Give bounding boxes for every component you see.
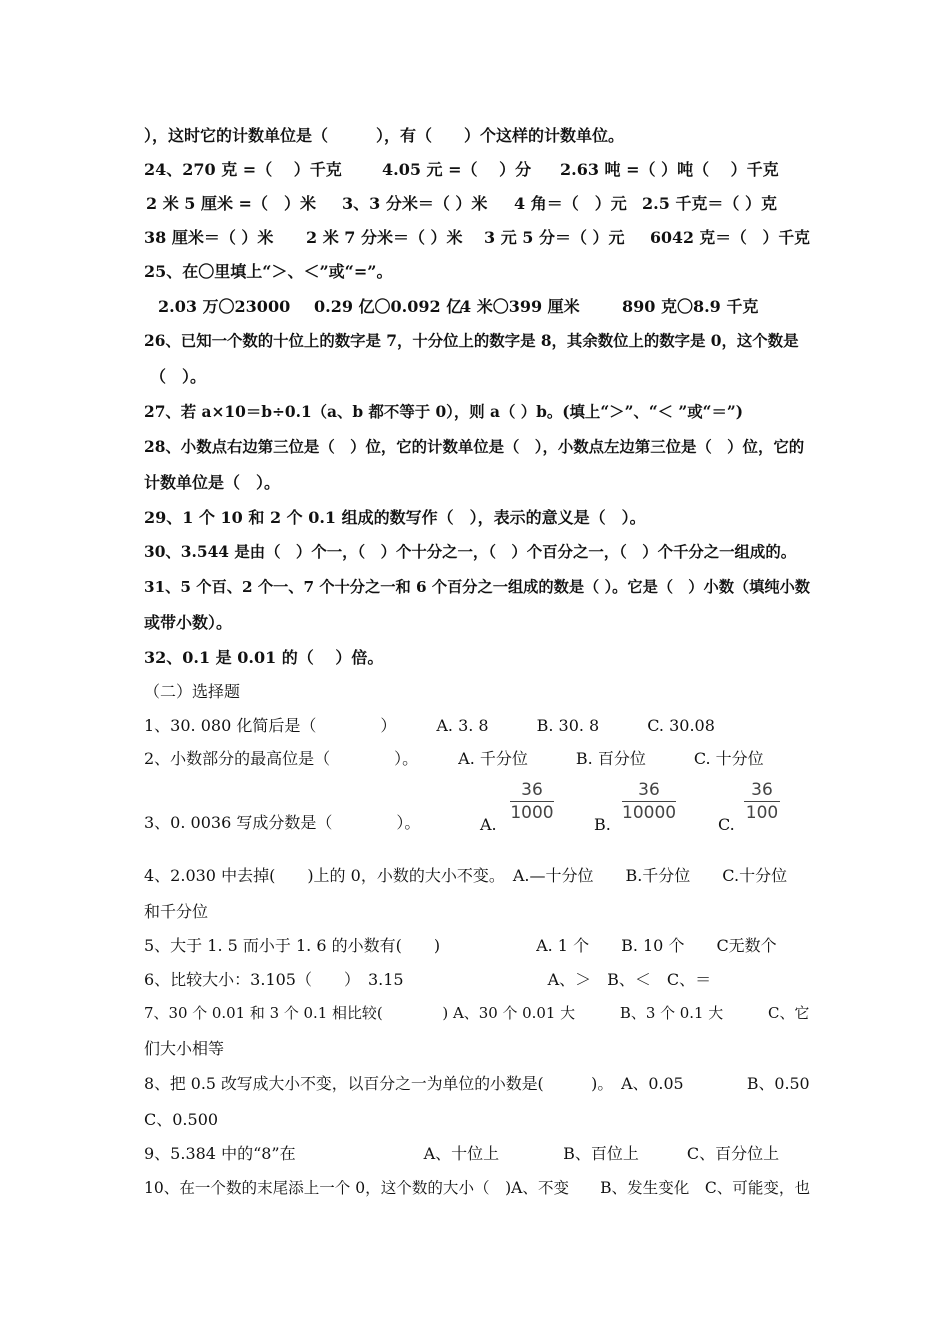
question-31-line-1: 31、5 个百、2 个一、7 个十分之一和 6 个百分之一组成的数是（ ）。它是（ ）小数（填纯小数	[144, 578, 811, 596]
choice-3-option-c-fraction	[744, 780, 780, 823]
choice-question-4-line-2: 和千分位	[144, 902, 209, 921]
choice-question-3: 3、0. 0036 写成分数是（ ）。	[144, 813, 421, 832]
question-26-line-2: （ ）。	[150, 367, 207, 386]
question-24-item-b: 4.05 元 =（ ）分	[382, 160, 532, 179]
fraction-denominator: 1000	[510, 803, 554, 823]
choice-question-2: 2、小数部分的最高位是（ ）。 A. 千分位 B. 百分位 C. 十分位	[144, 749, 764, 768]
question-25-item-a: 2.03 万〇23000	[158, 297, 291, 316]
fraction-numerator: 36	[638, 780, 660, 800]
choice-3-option-c-label: C.	[718, 815, 735, 834]
question-28-line-1: 28、小数点右边第三位是（ ）位，它的计数单位是（ ），小数点左边第三位是（ ）位，它的	[144, 438, 805, 456]
section-heading-choice: （二）选择题	[144, 682, 241, 701]
fraction-denominator: 100	[745, 803, 779, 823]
question-32: 32、0.1 是 0.01 的（ ）倍。	[144, 648, 384, 667]
fraction-bar	[622, 801, 676, 802]
question-30: 30、3.544 是由（ ）个一，（ ）个十分之一，（ ）个百分之一，（ ）个千分之一组成的。	[144, 543, 797, 561]
question-24-item-e: 3、3 分米＝（ ）米	[342, 194, 488, 213]
fraction-numerator: 36	[521, 780, 543, 800]
choice-3-option-b-label: B.	[594, 815, 611, 834]
question-24-item-i: 2 米 7 分米＝（ ）米	[306, 228, 463, 247]
question-25-item-d: 890 克〇8.9 千克	[622, 297, 759, 316]
choice-3-option-a-label: A.	[480, 815, 497, 834]
question-31-line-2: 或带小数）。	[144, 613, 233, 632]
choice-question-1: 1、30. 080 化简后是（ ） A. 3. 8 B. 30. 8 C. 30.08	[144, 716, 715, 735]
question-24-item-g: 2.5 千克＝（ ）克	[642, 194, 777, 213]
choice-3-option-b-fraction	[622, 780, 676, 823]
question-28-line-2: 计数单位是（ ）。	[144, 473, 281, 492]
question-25-item-b: 0.29 亿〇0.092 亿	[314, 297, 463, 316]
question-23-continued: ），这时它的计数单位是（ ），有（ ）个这样的计数单位。	[144, 126, 625, 145]
fraction-denominator: 10000	[622, 803, 677, 823]
choice-3-option-a-fraction	[510, 780, 554, 823]
choice-question-6: 6、比较大小：3.105（ ） 3.15 A、＞ B、＜ C、＝	[144, 970, 712, 989]
question-27: 27、若 a×10＝b÷0.1（a、b 都不等于 0），则 a（ ）b。(填上“＞”、“＜ ”或“＝”)	[144, 403, 744, 421]
question-25: 25、在〇里填上“＞、＜”或“=”。	[144, 262, 393, 281]
question-24-item-j: 3 元 5 分＝（ ）元	[484, 228, 625, 247]
fraction-numerator: 36	[751, 780, 773, 800]
question-29: 29、1 个 10 和 2 个 0.1 组成的数写作（ ），表示的意义是（ ）。	[144, 508, 646, 527]
choice-question-8-line-2: C、0.500	[144, 1110, 219, 1129]
choice-question-5: 5、大于 1. 5 而小于 1. 6 的小数有( ) A. 1 个 B. 10 个 C无数个	[144, 936, 777, 955]
question-24-item-h: 38 厘米＝（ ）米	[144, 228, 274, 247]
question-25-item-c: 4 米〇399 厘米	[460, 297, 580, 316]
choice-question-9: 9、5.384 中的“8”在 A、十位上 B、百位上 C、百分位上	[144, 1144, 780, 1163]
choice-question-10: 10、在一个数的末尾添上一个 0，这个数的大小（ )A、不变 B、发生变化 C、可能变，也	[144, 1179, 811, 1197]
choice-question-7-line-2: 们大小相等	[144, 1039, 225, 1058]
choice-question-7-line-1: 7、30 个 0.01 和 3 个 0.1 相比较( ) A、30 个 0.01 大 B、3 个 0.1 大 C、它	[144, 1004, 810, 1022]
fraction-bar	[510, 801, 554, 802]
question-24-item-a: 24、270 克 =（ ）千克	[144, 160, 342, 179]
question-24-item-f: 4 角＝（ ）元	[514, 194, 627, 213]
question-24-item-c: 2.63 吨 =（ ）吨（ ）千克	[560, 160, 779, 179]
fraction-bar	[744, 801, 780, 802]
choice-question-4-line-1: 4、2.030 中去掉( )上的 0，小数的大小不变。 A.—十分位 B.千分位 C.十分位	[144, 866, 788, 885]
question-24-item-d: 2 米 5 厘米 =（ ）米	[146, 194, 316, 213]
question-24-item-k: 6042 克＝（ ）千克	[650, 228, 810, 247]
choice-question-8-line-1: 8、把 0.5 改写成大小不变，以百分之一为单位的小数是( )。 A、0.05 B、0.50	[144, 1074, 810, 1093]
question-26-line-1: 26、已知一个数的十位上的数字是 7，十分位上的数字是 8，其余数位上的数字是 0，这个数是	[144, 332, 799, 350]
